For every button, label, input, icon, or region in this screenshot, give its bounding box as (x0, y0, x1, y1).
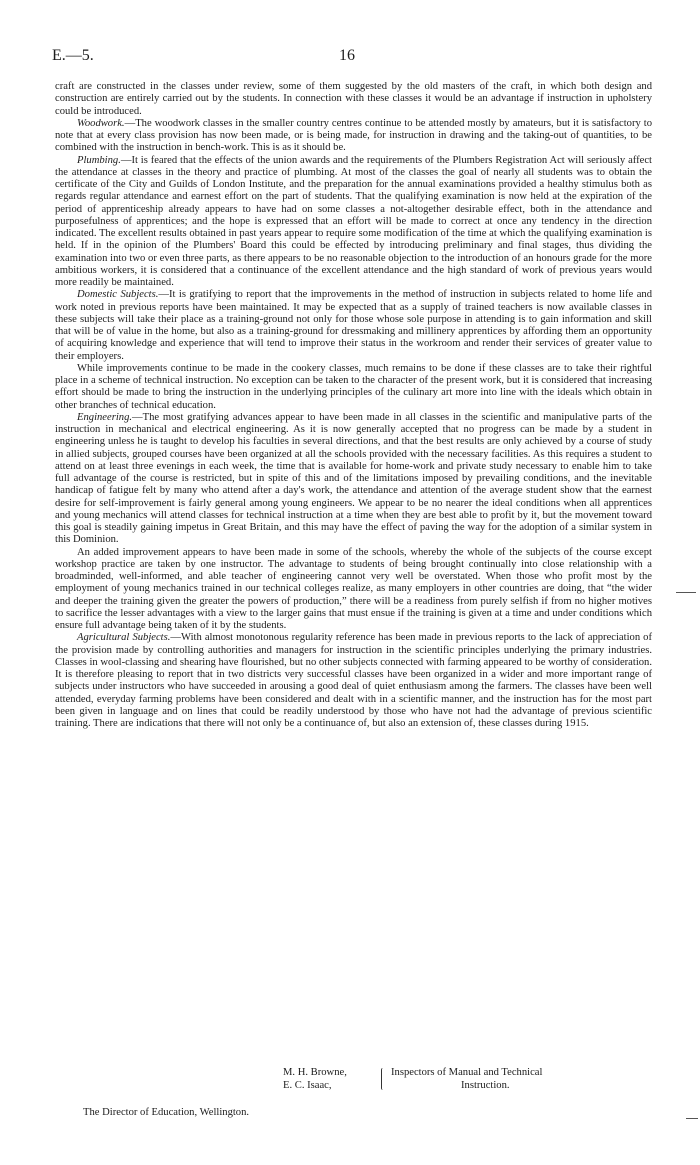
signatory-title: Inspectors of Manual and Technical Instruction. (391, 1067, 543, 1091)
paragraph-engineering: Engineering.—The most gratifying advances appear to have been made in all classes in the scientific and manipulative parts of the instruction in mechanical and electrical engineering. As it is now generally accepted that no progress can be made by a student in engineering unless he is taught to develop his faculties in several directions, and that the best results are only achieved by a course of study in allied subjects, grouped courses have been organized at all the schools provided with the necessary facilities. As this requires a student to attend on at least three evenings in each week, the time that is available for home-work and private study necessary to enable him to take full advantage of the course is restricted, but in spite of this and of the limitations imposed by prevailing conditions, and the inevitable handicap of fatigue felt by many who attend after a day's work, the attendance and attention of the average student show that the earnest desire for self-improvement is fairly general among young engineers. We appear to be no nearer the ideal conditions when all apprentices and young mechanics will attend classes for technical instruction at a time when they are best able to profit by it, but the movement toward this goal is steadily gaining impetus in Great Britain, and this may have the effect of paving the way for the adoption of a similar system in this Dominion. (55, 411, 652, 546)
margin-mark (676, 592, 696, 593)
margin-mark (686, 1118, 698, 1119)
report-body (55, 81, 652, 730)
signatory-name: E. C. Isaac, (283, 1079, 332, 1091)
paragraph-continuation: craft are constructed in the classes under review, some of them suggested by the old masters of the craft, in which both design and construction are entirely carried out by the students. In connection with these classes it would be an advantage if instruction in upholstery could be introduced. (55, 81, 652, 117)
paragraph-cookery: While improvements continue to be made in the cookery classes, much remains to be done if these classes are to take their rightful place in a scheme of technical instruction. No exception can be taken to the character of the present work, but it is considered that increasing effort should be made to bring the instruction in the underlying principles of the culinary art more into line with the ideals which obtain in other branches of technical education. (55, 362, 652, 411)
page-header (52, 47, 652, 69)
paragraph-domestic-subjects: Domestic Subjects.—It is gratifying to report that the improvements in the method of instruction in subjects related to home life and work noted in previous reports have been maintained. It may be expected that as a supply of trained teachers is now available classes in these subjects will take their place as a training-ground not only for those whose sole purpose in attending is to gain information and skill that will be of value in the home, but also as a training-ground for dressmaking and millinery apprentices by affording them an opportunity of acquiring knowledge and experience that will tend to improve their status in the workroom and render their services of greater value to their employers. (55, 289, 652, 362)
subheading-plumbing: Plumbing. (77, 154, 121, 166)
paragraph-agricultural-subjects: Agricultural Subjects.—With almost monotonous regularity reference has been made in previous reports to the lack of appreciation of the provision made by controlling authorities and managers for instruction in the scientific principles underlying the primary industries. Classes in wool-classing and shearing have flourished, but no other subjects connected with farming appeared to be worthy of consideration. It is therefore pleasing to report that in two districts very successful classes have been organized in a wider and more important range of subjects under instructors who have succeeded in arousing a good deal of quiet enthusiasm among the farmers. The classes have been well attended, everyday farming problems have been considered and dealt with in a scientific manner, and the instruction has for the most part been given in language and on lines that could be readily understood by those who have not had the advantage of previous scientific training. There are indications that there will not only be a continuance of, but also an extension of, these classes during 1915. (55, 632, 652, 729)
subheading-agricultural-subjects: Agricultural Subjects. (77, 632, 171, 644)
document-code: E.—5. (52, 47, 94, 64)
subheading-woodwork: Woodwork. (77, 117, 125, 129)
signatory-name: M. H. Browne, (283, 1067, 347, 1078)
subheading-engineering: Engineering. (77, 411, 133, 423)
page-number: 16 (339, 47, 355, 64)
addressee: The Director of Education, Wellington. (83, 1107, 250, 1118)
paragraph-woodwork: Woodwork.—The woodwork classes in the smaller country centres continue to be attended mostly by amateurs, but it is satisfactory to note that at every class provision has now been made, or is being made, for instruction in drawing and the taking-out of quantities, to be combined with the instruction in bench-work. This is as it should be. (55, 117, 652, 154)
brace-mark (381, 1068, 386, 1090)
paragraph-plumbing: Plumbing.—It is feared that the effects of the union awards and the requirements of the Plumbers Registration Act will seriously affect the attendance at classes in the theory and practice of plumbing. At most of the classes the goal of nearly all students was to obtain the certificate of the City and Guilds of London Institute, and the preparation for the annual examinations provided a healthy stimulus both as regards regular attendance and earnest effort on the part of students. That the qualifying examination is now held at the expiration of the period of apprenticeship already appears to have had on some classes a not-altogether desirable effect, both in the attendance and purposefulness of apprentices; and the hope is expressed that an effort will be made to correct at once any tendency in the direction indicated. The excellent results obtained in past years appear to require some modification of the time at which the qualifying examination is held. If in the opinion of the Plumbers' Board this could be effected by introducing preliminary and final stages, thus dividing the examination into two or even three parts, as there appears to be no reasonable objection to the introduction of an honours grade for the more ambitious workers, it is considered that a continuance of the excellent attendance and the high standard of work of previous years would more readily be maintained. (55, 154, 652, 288)
paragraph-engineering-instructor: An added improvement appears to have been made in some of the schools, whereby the whole of the subjects of the course except workshop practice are taken by one instructor. The advantage to students of being brought continually into close relationship with a broadminded, well-informed, and able teacher of engineering cannot very well be overstated. When those who profit most by the employment of young mechanics trained in our technical colleges realize, as many employers in other countries are doing, that “the wider and deeper the training given the greater the powers of production,” there will be a readiness from purely selfish if from no higher motives to sacrifice the lesser advantages with a view to the larger gains that must ensue if the training is given at a time and under conditions which ensure full advantage being taken of it by the students. (55, 546, 652, 631)
subheading-domestic-subjects: Domestic Subjects. (77, 289, 159, 301)
